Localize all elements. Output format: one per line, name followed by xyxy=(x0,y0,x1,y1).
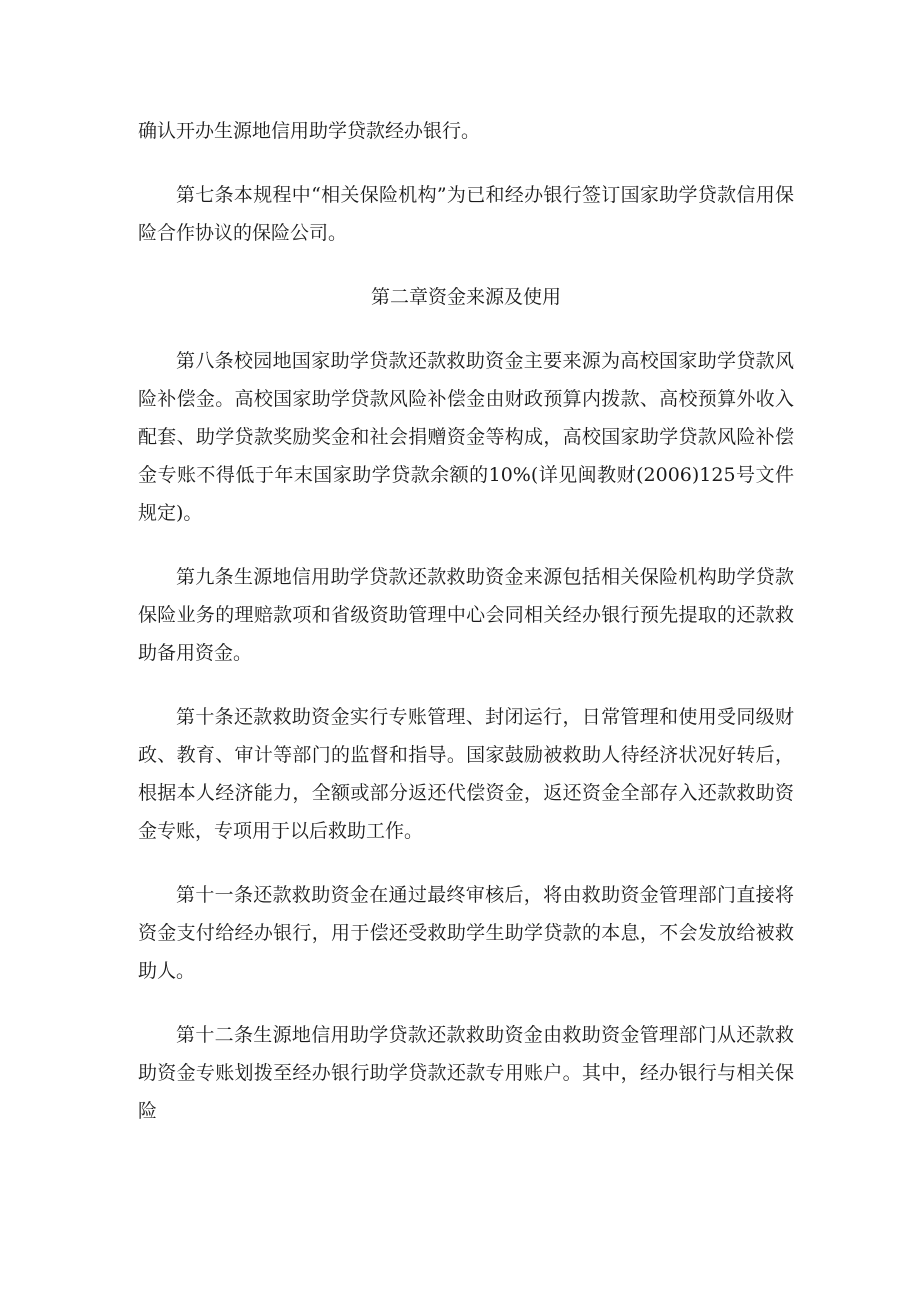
paragraph-article-7: 第七条本规程中“相关保险机构”为已和经办银行签订国家助学贷款信用保险合作协议的保险公司。 xyxy=(138,184,794,244)
paragraph-article-10: 第十条还款救助资金实行专账管理、封闭运行，日常管理和使用受同级财政、教育、审计等部门的监督和指导。国家鼓励被救助人待经济状况好转后，根据本人经济能力，全额或部分返还代偿资金，返还资金全部存入还款救助资金专账，专项用于以后救助工作。 xyxy=(138,706,794,842)
paragraph-article-12: 第十二条生源地信用助学贷款还款救助资金由救助资金管理部门从还款救助资金专账划拨至经办银行助学贷款还款专用账户。其中，经办银行与相关保险 xyxy=(138,1024,794,1122)
paragraph-article-9: 第九条生源地信用助学贷款还款救助资金来源包括相关保险机构助学贷款保险业务的理赔款项和省级资助管理中心会同相关经办银行预先提取的还款救助备用资金。 xyxy=(138,566,794,664)
paragraph-article-11: 第十一条还款救助资金在通过最终审核后，将由救助资金管理部门直接将资金支付给经办银行，用于偿还受救助学生助学贷款的本息，不会发放给被救助人。 xyxy=(138,884,794,982)
paragraph-article-8: 第八条校园地国家助学贷款还款救助资金主要来源为高校国家助学贷款风险补偿金。高校国家助学贷款风险补偿金由财政预算内拨款、高校预算外收入配套、助学贷款奖励奖金和社会捐赠资金等构成，高校国家助学贷款风险补偿金专账不得低于年末国家助学贷款余额的10%(详见闽教财(2006)125号文件规定)。 xyxy=(138,350,794,524)
chapter-heading: 第二章资金来源及使用 xyxy=(370,286,561,308)
document-body xyxy=(138,112,794,1156)
paragraph-continuation: 确认开办生源地信用助学贷款经办银行。 xyxy=(138,120,481,142)
